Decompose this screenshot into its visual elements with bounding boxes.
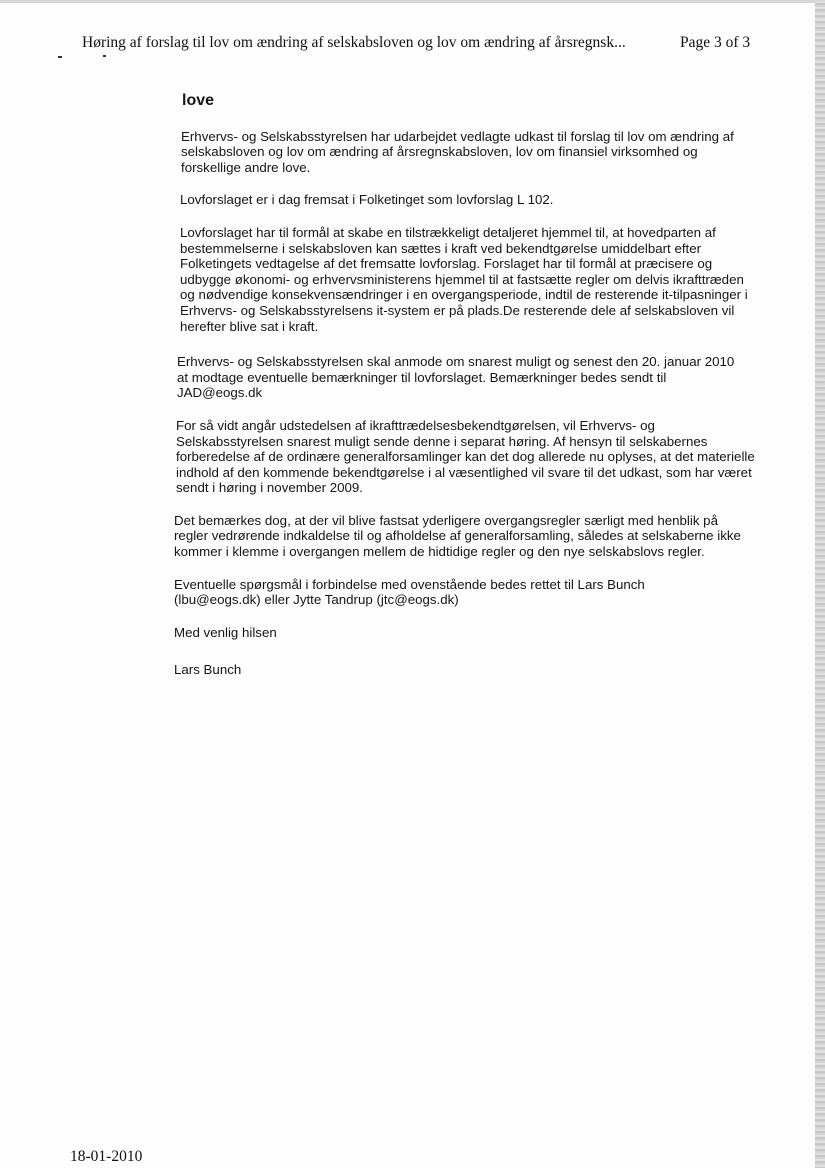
signature-name: Lars Bunch bbox=[174, 662, 242, 678]
paragraph-purpose: Lovforslaget har til formål at skabe en tilstrækkeligt detaljeret hjemmel til, at hovedparten af bestemmelserne i selskabsloven kan sættes i kraft ved bekendtgørelse umiddelbart efter Folketingets vedtagelse af det fremsatte lovforslag. Forslaget har til formål at præcisere og udbygge økonomi- og erhvervsministerens hjemmel til at fastsætte regler om delvis ikrafttræden og nødvendige konsekvensændringer i en overgangsperiode, indtil de resterende it-tilpasninger i Erhvervs- og Selskabsstyrelsens it-system er på plads.De resterende dele af selskabsloven vil herefter blive sat i kraft. bbox=[180, 224, 748, 334]
header-page-number: Page 3 of 3 bbox=[680, 34, 751, 51]
paragraph-questions: Eventuelle spørgsmål i forbindelse med ovenstående bedes rettet til Lars Bunch (lbu@eogs.dk) eller Jytte Tandrup (jtc@eogs.dk) bbox=[174, 576, 645, 608]
paragraph-hearing: For så vidt angår udstedelsen af ikrafttrædelsesbekendtgørelsen, vil Erhvervs- og Selskabsstyrelsen snarest muligt sende denne i separat høring. Af hensyn til selskabernes forberedelse af de ordinære generalforsamlinger kan det dog allerede nu oplyses, at det materielle indhold af den kommende bekendtgørelse i al væsentlighed vil svare til det udkast, som har været sendt i høring i november 2009. bbox=[176, 417, 755, 496]
letter-body bbox=[172, 90, 762, 678]
print-date: 18-01-2010 bbox=[70, 1148, 143, 1165]
header-title: Høring af forslag til lov om ændring af selskabsloven og lov om ændring af årsregnsk... bbox=[82, 34, 626, 51]
closing-greeting: Med venlig hilsen bbox=[174, 624, 277, 640]
scan-edge-top bbox=[0, 0, 825, 3]
scan-speck bbox=[103, 55, 106, 57]
paragraph-deadline: Erhvervs- og Selskabsstyrelsen skal anmode om snarest muligt og senest den 20. januar 2010 at modtage eventuelle bemærkninger til lovforslaget. Bemærkninger bedes sendt til JAD@eogs.dk bbox=[177, 354, 735, 401]
scan-speck bbox=[58, 56, 62, 58]
paragraph-intro: Erhvervs- og Selskabsstyrelsen har udarbejdet vedlagte udkast til forslag til lov om ændring af selskabsloven og lov om ændring af årsregnskabsloven, lov om finansiel virksomhed og forskellige andre love. bbox=[181, 128, 734, 175]
paragraph-transition: Det bemærkes dog, at der vil blive fastsat yderligere overgangsregler særligt med henblik på regler vedrørende indkaldelse til og afholdelse af generalforsamling, således at selskaberne ikke kommer i klemme i overgangen mellem de hidtidige regler og den nye selskabslovs regler. bbox=[174, 512, 741, 560]
scan-edge-right bbox=[815, 0, 825, 1168]
paragraph-bill-number: Lovforslaget er i dag fremsat i Folketinget som lovforslag L 102. bbox=[180, 192, 554, 208]
letter-heading: love bbox=[182, 92, 215, 109]
